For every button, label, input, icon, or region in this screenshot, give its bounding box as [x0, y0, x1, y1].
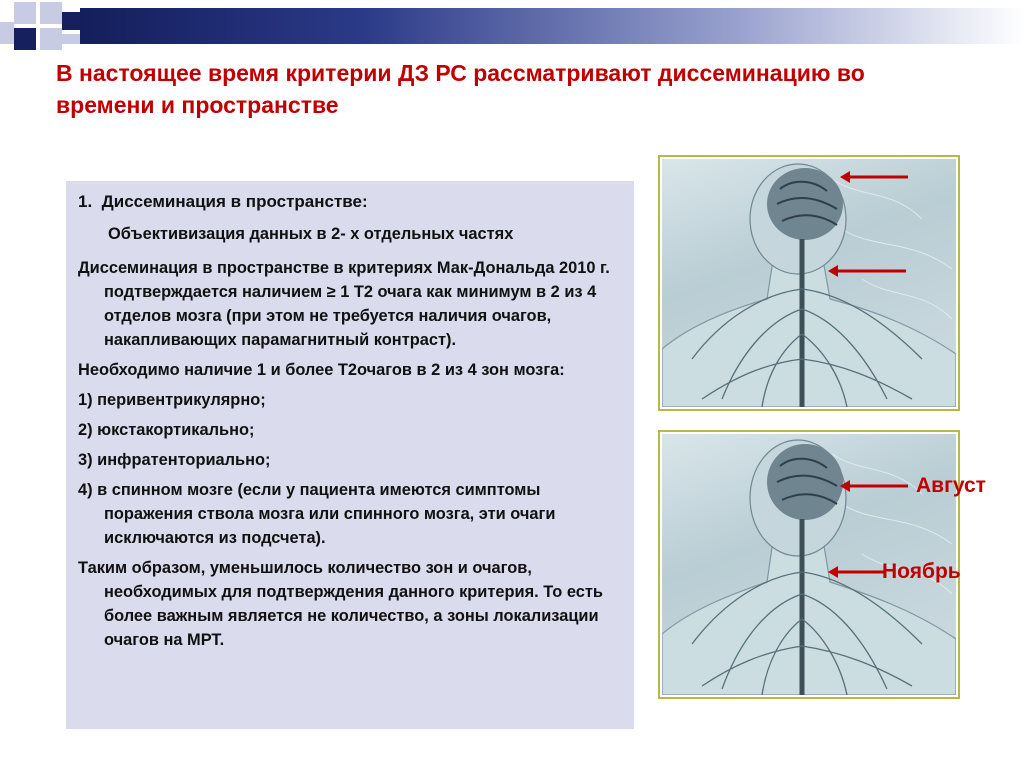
- decor-square: [14, 2, 36, 24]
- label-november: Ноябрь: [882, 560, 961, 583]
- decor-square: [62, 34, 80, 44]
- nervous-system-image-top: [658, 155, 960, 411]
- slide-title: В настоящее время критерии ДЗ РС рассматривают диссеминацию во времени и пространстве: [56, 60, 865, 118]
- criteria-text-box: [66, 181, 634, 729]
- body-illustration: [662, 159, 956, 407]
- list-item: 4) в спинном мозге (если у пациента имеются симптомы поражения ствола мозга или спинного мозга, эти очаги исключаются из подсчета).: [78, 481, 556, 547]
- header-band: [80, 8, 1024, 44]
- list-item: 2) юкстакортикально;: [78, 421, 255, 439]
- paragraph: Диссеминация в пространстве в критериях Мак-Дональда 2010 г. подтверждается наличием ≥ 1 Т2 очага как минимум в 2 из 4 отделов мозга (при этом не требуется наличия очагов, накапливающих парамагнитный контраст).: [78, 259, 610, 349]
- label-august: Август: [916, 474, 986, 497]
- heading-text: Диссеминация в пространстве:: [101, 192, 368, 211]
- arrow-left-icon: [826, 262, 908, 280]
- decor-square: [14, 28, 36, 50]
- heading-number: 1.: [78, 192, 93, 211]
- image-background: [662, 159, 956, 407]
- subheading: Объективизация данных в 2- х отдельных частях: [108, 225, 514, 243]
- arrow-left-icon: [838, 168, 910, 186]
- list-item: 3) инфратенториально;: [78, 451, 271, 469]
- list-item: 1) перивентрикулярно;: [78, 391, 266, 409]
- arrow-left-icon: [826, 563, 886, 581]
- decor-square: [40, 28, 62, 50]
- decor-square: [0, 22, 14, 44]
- decor-square: [62, 12, 80, 30]
- paragraph: Таким образом, уменьшилось количество зон и очагов, необходимых для подтверждения данного критерия. То есть более важным является не количество, а зоны локализации очагов на МРТ.: [78, 559, 603, 649]
- section-heading: [78, 190, 624, 214]
- paragraph: Необходимо наличие 1 и более Т2очагов в 2 из 4 зон мозга:: [78, 361, 565, 379]
- decor-square: [40, 2, 62, 24]
- arrow-left-icon: [838, 477, 910, 495]
